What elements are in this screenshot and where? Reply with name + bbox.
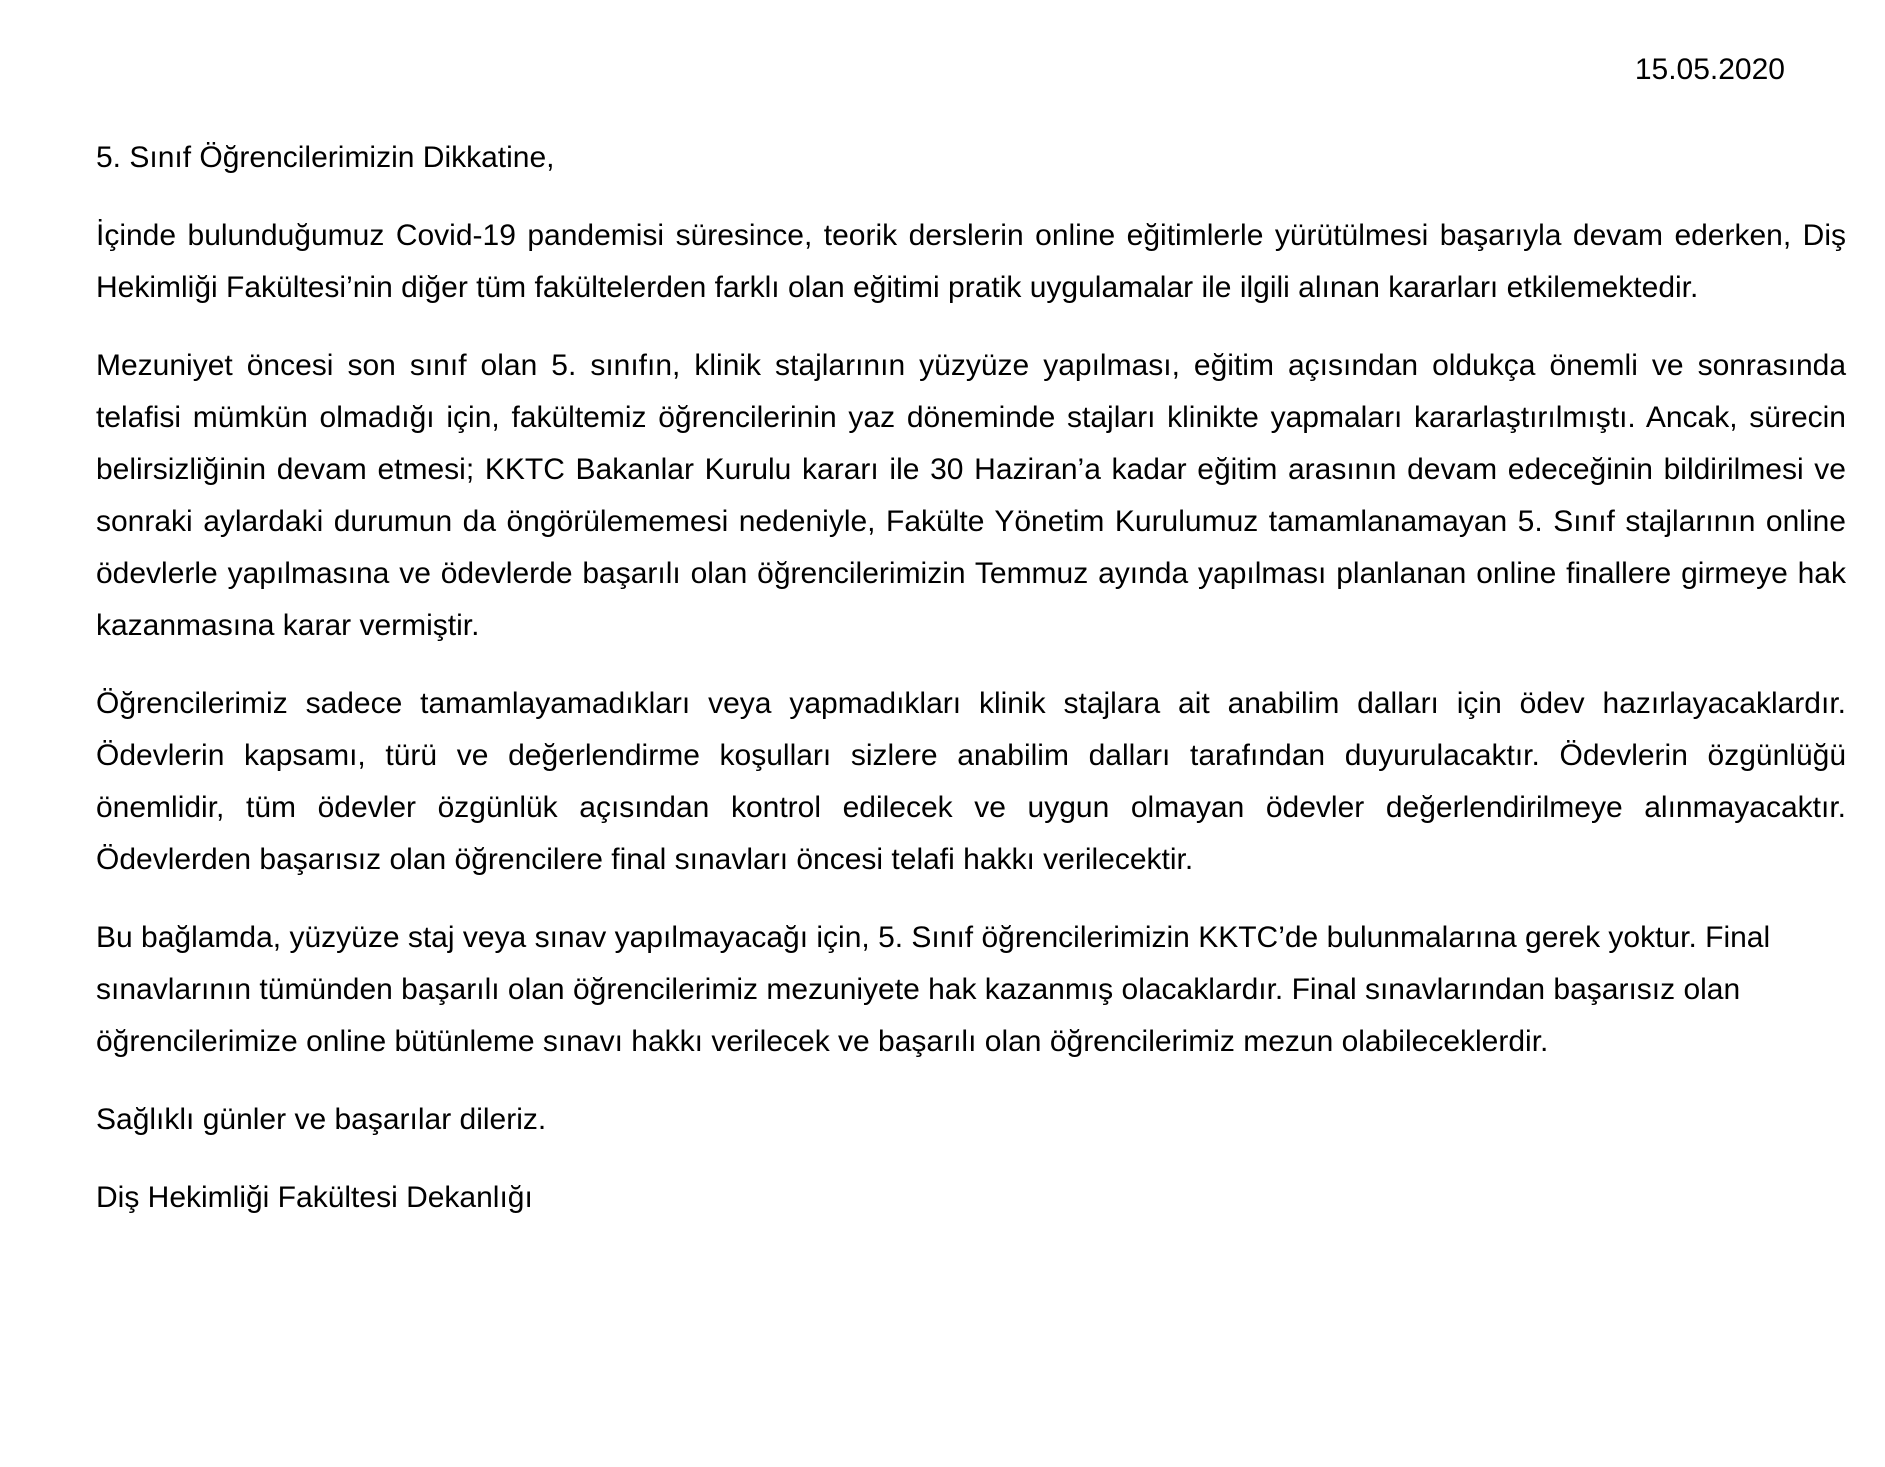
paragraph-assignments: Öğrencilerimiz sadece tamamlayamadıkları veya yapmadıkları klinik stajlara ait anabilim dalları için ödev hazırlayacaklardır. Ödevlerin kapsamı, türü ve değerlendirme koşulları sizlere anabilim dalları tarafından duyurulacaktır. Ödevlerin özgünlüğü önemlidir, tüm ödevler özgünlük açısından kontrol edilecek ve uygun olmayan ödevler değerlendirilmeye alınmayacaktır. Ödevlerden başarısız olan öğrencilere final sınavları öncesi telafi hakkı verilecektir. — [96, 687, 1846, 876]
salutation: 5. Sınıf Öğrencilerimizin Dikkatine, — [96, 141, 555, 174]
letter-body — [96, 132, 1846, 1250]
paragraph-graduation: Bu bağlamda, yüzyüze staj veya sınav yapılmayacağı için, 5. Sınıf öğrencilerimizin KKTC’de bulunmalarına gerek yoktur. Final sınavlarının tümünden başarılı olan öğrencilerimiz mezuniyete hak kazanmış olacaklardır. Final sınavlarından başarısız olan öğrencilerimize online bütünleme sınavı hakkı verilecek ve başarılı olan öğrencilerimiz mezun olabileceklerdir. — [96, 921, 1771, 1058]
letter-date: 15.05.2020 — [1634, 53, 1785, 86]
paragraph-covid-context: İçinde bulunduğumuz Covid-19 pandemisi süresince, teorik derslerin online eğitimlerle yürütülmesi başarıyla devam ederken, Diş Hekimliği Fakültesi’nin diğer tüm fakültelerden farklı olan eğitimi pratik uygulamalar ile ilgili alınan kararları etkilemektedir. — [96, 219, 1846, 304]
paragraph-internship-decision: Mezuniyet öncesi son sınıf olan 5. sınıfın, klinik stajlarının yüzyüze yapılması, eğitim açısından oldukça önemli ve sonrasında telafisi mümkün olmadığı için, fakültemiz öğrencilerinin yaz döneminde stajları klinikte yapmaları kararlaştırılmıştı. Ancak, sürecin belirsizliğinin devam etmesi; KKTC Bakanlar Kurulu kararı ile 30 Haziran’a kadar eğitim arasının devam edeceğinin bildirilmesi ve sonraki aylardaki durumun da öngörülememesi nedeniyle, Fakülte Yönetim Kurulumuz tamamlanamayan 5. Sınıf stajlarının online ödevlerle yapılmasına ve ödevlerde başarılı olan öğrencilerimizin Temmuz ayında yapılması planlanan online finallere girmeye hak kazanmasına karar vermiştir. — [96, 349, 1846, 642]
closing-line: Sağlıklı günler ve başarılar dileriz. — [96, 1103, 547, 1136]
signature: Diş Hekimliği Fakültesi Dekanlığı — [96, 1181, 533, 1214]
